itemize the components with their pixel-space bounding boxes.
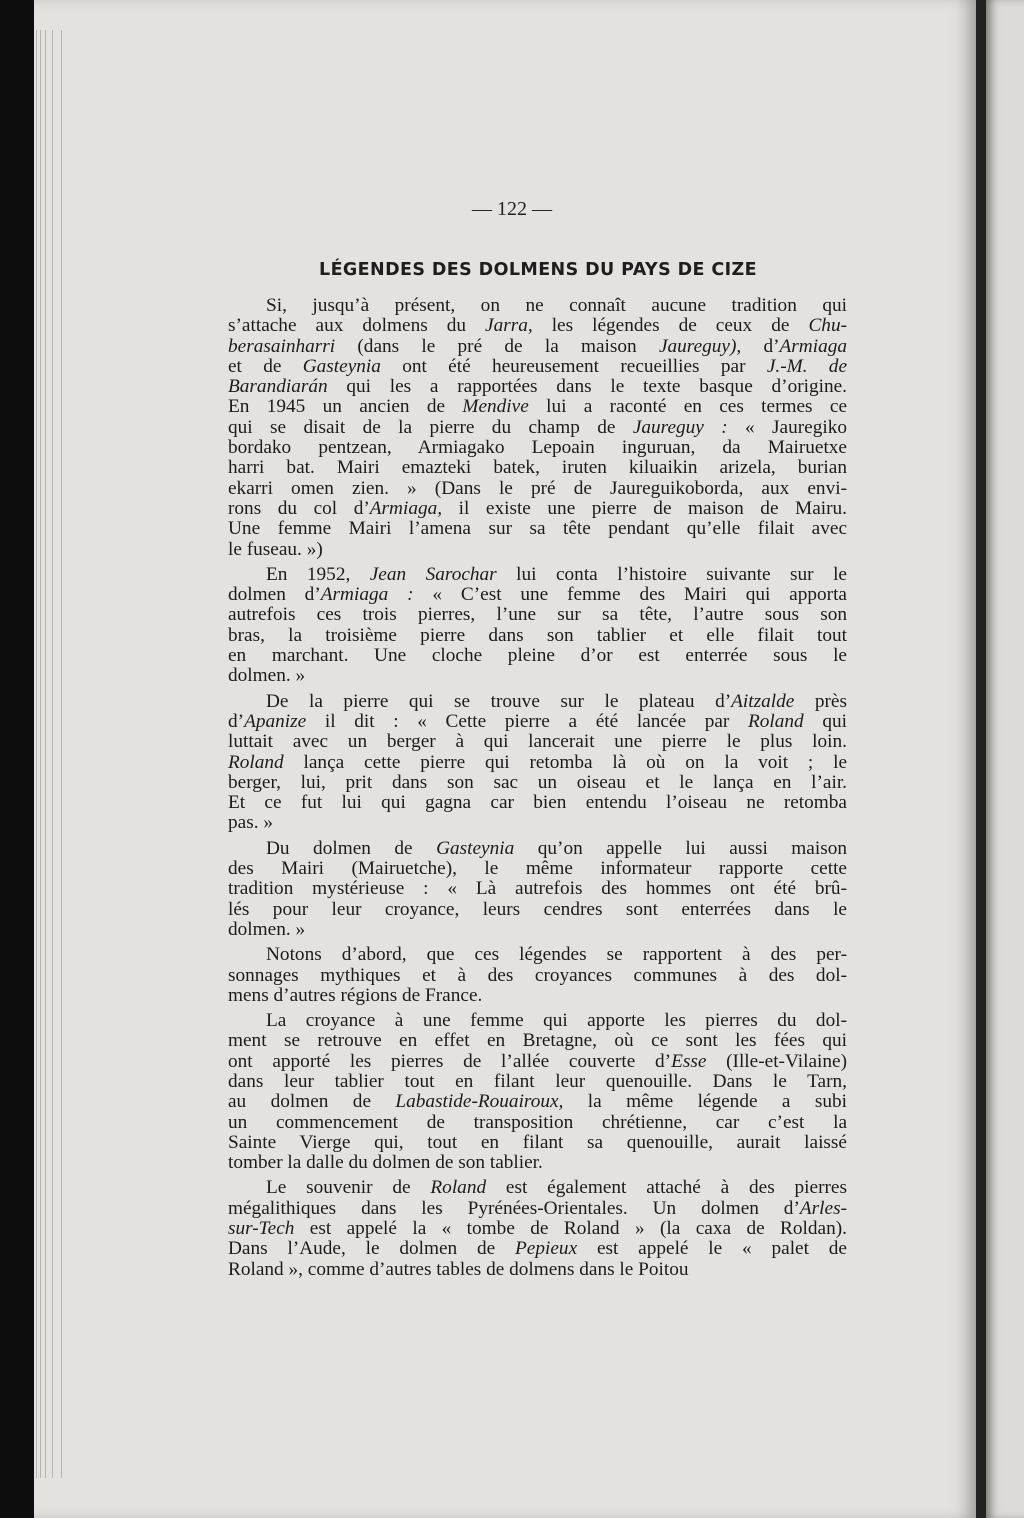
- text-line: [228, 499, 847, 519]
- text-line: [228, 945, 847, 965]
- text: rons du col d’: [228, 497, 370, 519]
- paragraph: [228, 1011, 847, 1173]
- text-line: [228, 839, 847, 859]
- text: berger, lui, prit dans son sac un oiseau et le lança en l’air.: [228, 771, 847, 793]
- italic-text: Armiaga,: [369, 497, 443, 519]
- text: harri bat. Mairi emazteki batek, iruten kiluaikin arizela, burian: [228, 457, 847, 479]
- text-line: [228, 540, 847, 560]
- text-line: [228, 337, 847, 357]
- text: pas. »: [228, 812, 273, 834]
- text: « Jauregiko: [727, 416, 847, 438]
- paragraph: [228, 565, 847, 687]
- italic-text: Gasteynia: [436, 837, 515, 859]
- text: ment se retrouve en effet en Bretagne, où ce sont les fées qui: [228, 1030, 847, 1052]
- italic-text: Gasteynia: [302, 355, 381, 377]
- italic-text: Roland: [430, 1177, 487, 1199]
- italic-text: Armiaga: [779, 335, 847, 357]
- italic-text: Jarra,: [485, 315, 533, 337]
- text-line: [228, 397, 847, 417]
- text: (Ille-et-Vilaine): [706, 1050, 847, 1072]
- text: près: [794, 690, 847, 712]
- text: Dans l’Aude, le dolmen de: [228, 1238, 516, 1260]
- text: Notons d’abord, que ces légendes se rapportent à des per-: [266, 944, 847, 966]
- text-line: [228, 377, 847, 397]
- text-line: [228, 900, 847, 920]
- binding-line: [40, 30, 41, 1478]
- text: luttait avec un berger à qui lancerait une pierre le plus loin.: [228, 731, 847, 753]
- binding-line: [61, 30, 62, 1478]
- italic-text: Armiaga :: [320, 584, 414, 606]
- text-line: [228, 712, 847, 732]
- text: dans leur tablier tout en filant leur quenouille. Dans le Tarn,: [228, 1070, 847, 1092]
- text: En 1945 un ancien de: [228, 396, 463, 418]
- text: ekarri omen zien. » (Dans le pré de Jaureguikoborda, aux envi-: [228, 477, 847, 499]
- text-line: [228, 1113, 847, 1133]
- text-line: [228, 479, 847, 499]
- text: d’: [228, 710, 245, 732]
- text: un commencement de transposition chrétienne, car c’est la: [228, 1111, 847, 1133]
- paragraph: [228, 839, 847, 940]
- text-line: [228, 1153, 847, 1173]
- text: Sainte Vierge qui, tout en filant sa quenouille, aurait laissé: [228, 1131, 847, 1153]
- text-line: [228, 1219, 847, 1239]
- text-line: [228, 753, 847, 773]
- text: sonnages mythiques et à des croyances communes à des dol-: [228, 964, 847, 986]
- text-line: [228, 813, 847, 833]
- text-line: [228, 605, 847, 625]
- text: qui se disait de la pierre du champ de: [228, 416, 633, 438]
- text-line: [228, 458, 847, 478]
- italic-text: Pepieux: [515, 1238, 578, 1260]
- text-line: [228, 879, 847, 899]
- text: lui conta l’histoire suivante sur le: [496, 563, 847, 585]
- body-text: [228, 296, 847, 1285]
- text-line: [228, 793, 847, 813]
- italic-text: Apanize: [244, 710, 307, 732]
- text-line: [228, 438, 847, 458]
- text: Une femme Mairi l’amena sur sa tête pendant qu’elle filait avec: [228, 518, 847, 540]
- text-line: [228, 1011, 847, 1031]
- text-line: [228, 732, 847, 752]
- text-line: [228, 1072, 847, 1092]
- paragraph: [228, 692, 847, 834]
- text: bordako pentzean, Armiagako Lepoain inguruan, da Mairuetxe: [228, 437, 847, 459]
- paragraph: [228, 296, 847, 560]
- text: ont été heureusement recueillies par: [380, 355, 767, 377]
- text: lés pour leur croyance, leurs cendres sont enterrées dans le: [228, 898, 847, 920]
- text-line: [228, 1133, 847, 1153]
- text: lui a raconté en ces termes ce: [528, 396, 847, 418]
- text-line: [228, 666, 847, 686]
- text-line: [228, 296, 847, 316]
- text-line: [228, 316, 847, 336]
- italic-text: Arles-: [799, 1197, 847, 1219]
- text-line: [228, 626, 847, 646]
- text-line: [228, 1052, 847, 1072]
- binding-line: [52, 30, 53, 1478]
- text: En 1952,: [266, 563, 370, 585]
- text: Et ce fut lui qui gagna car bien entendu l’oiseau ne retomba: [228, 792, 847, 814]
- text-line: [228, 1239, 847, 1259]
- text-line: [228, 1199, 847, 1219]
- text: le fuseau. »): [228, 538, 323, 560]
- italic-text: Roland: [228, 751, 284, 773]
- text-line: [228, 565, 847, 585]
- text-line: [228, 585, 847, 605]
- text-line: [228, 418, 847, 438]
- text-line: [228, 1092, 847, 1112]
- text: Si, jusqu’à présent, on ne connaît aucune tradition qui: [266, 295, 847, 316]
- text: dolmen. »: [228, 918, 306, 940]
- binding-line: [45, 30, 46, 1478]
- italic-text: Aitzalde: [731, 690, 795, 712]
- text-line: [228, 1178, 847, 1198]
- text: qu’on appelle lui aussi maison: [514, 837, 847, 859]
- text-line: [228, 986, 847, 1006]
- text: La croyance à une femme qui apporte les pierres du dol-: [266, 1010, 847, 1032]
- text-line: [228, 966, 847, 986]
- text: lança cette pierre qui retomba là où on la voit ; le: [283, 751, 847, 773]
- text: il existe une pierre de maison de Mairu.: [442, 497, 847, 519]
- italic-text: Jaureguy),: [658, 335, 742, 357]
- text: autrefois ces trois pierres, l’une sur sa tête, l’autre sous son: [228, 604, 847, 626]
- scan-left-edge: [0, 0, 34, 1518]
- text: est appelé le « palet de: [577, 1238, 847, 1260]
- text-line: [228, 357, 847, 377]
- text: mégalithiques dans les Pyrénées-Orientales. Un dolmen d’: [228, 1197, 800, 1219]
- text: « C’est une femme des Mairi qui apporta: [413, 584, 847, 606]
- text: des Mairi (Mairuetche), le même informateur rapporte cette: [228, 858, 847, 880]
- text: la même légende a subi: [563, 1091, 847, 1113]
- italic-text: Labastide-Rouairoux,: [395, 1091, 564, 1113]
- text: De la pierre qui se trouve sur le plateau d’: [266, 690, 732, 712]
- text: les légendes de ceux de: [532, 315, 809, 337]
- paragraph: [228, 945, 847, 1006]
- text: bras, la troisième pierre dans son tablier et elle filait tout: [228, 624, 847, 646]
- italic-text: Jean Sarochar: [369, 563, 497, 585]
- text: d’: [741, 335, 780, 357]
- text-line: [228, 859, 847, 879]
- text: qui les a rapportées dans le texte basque d’origine.: [327, 376, 847, 398]
- text: tomber la dalle du dolmen de son tablier.: [228, 1152, 543, 1174]
- text: tradition mystérieuse : « Là autrefois des hommes ont été brû-: [228, 878, 847, 900]
- text: dolmen d’: [228, 584, 321, 606]
- paragraph: [228, 1178, 847, 1279]
- text: est appelé la « tombe de Roland » (la caxa de Roldan).: [294, 1218, 847, 1240]
- text: Le souvenir de: [266, 1177, 431, 1199]
- page-number: — 122 —: [472, 198, 552, 220]
- page-gutter: [976, 0, 986, 1518]
- italic-text: Esse: [671, 1050, 707, 1072]
- text-line: [228, 1031, 847, 1051]
- text: au dolmen de: [228, 1091, 396, 1113]
- text: qui: [803, 710, 847, 732]
- text: ont apporté les pierres de l’allée couverte d’: [228, 1050, 672, 1072]
- text: Du dolmen de: [266, 837, 437, 859]
- text-line: [228, 1260, 847, 1280]
- italic-text: Barandiarán: [228, 376, 328, 398]
- facing-page-edge: [986, 0, 1024, 1518]
- italic-text: berasainharri: [228, 335, 336, 357]
- text: il dit : « Cette pierre a été lancée par: [306, 710, 748, 732]
- binding-line: [36, 30, 37, 1478]
- text: est également attaché à des pierres: [486, 1177, 847, 1199]
- text: mens d’autres régions de France.: [228, 984, 483, 1006]
- text-line: [228, 773, 847, 793]
- text: en marchant. Une cloche pleine d’or est enterrée sous le: [228, 645, 847, 667]
- italic-text: Jaureguy :: [632, 416, 728, 438]
- text: et de: [228, 355, 303, 377]
- text: dolmen. »: [228, 665, 306, 687]
- text-line: [228, 519, 847, 539]
- text: s’attache aux dolmens du: [228, 315, 486, 337]
- text: Roland », comme d’autres tables de dolmens dans le Poitou: [228, 1258, 689, 1280]
- italic-text: Roland: [747, 710, 804, 732]
- text-line: [228, 646, 847, 666]
- text-line: [228, 920, 847, 940]
- italic-text: J.-M. de: [766, 355, 848, 377]
- italic-text: Mendive: [462, 396, 529, 418]
- chapter-title: LÉGENDES DES DOLMENS DU PAYS DE CIZE: [319, 260, 757, 280]
- italic-text: sur-Tech: [228, 1218, 295, 1240]
- text: (dans le pré de la maison: [335, 335, 659, 357]
- italic-text: Chu-: [808, 315, 847, 337]
- text-line: [228, 692, 847, 712]
